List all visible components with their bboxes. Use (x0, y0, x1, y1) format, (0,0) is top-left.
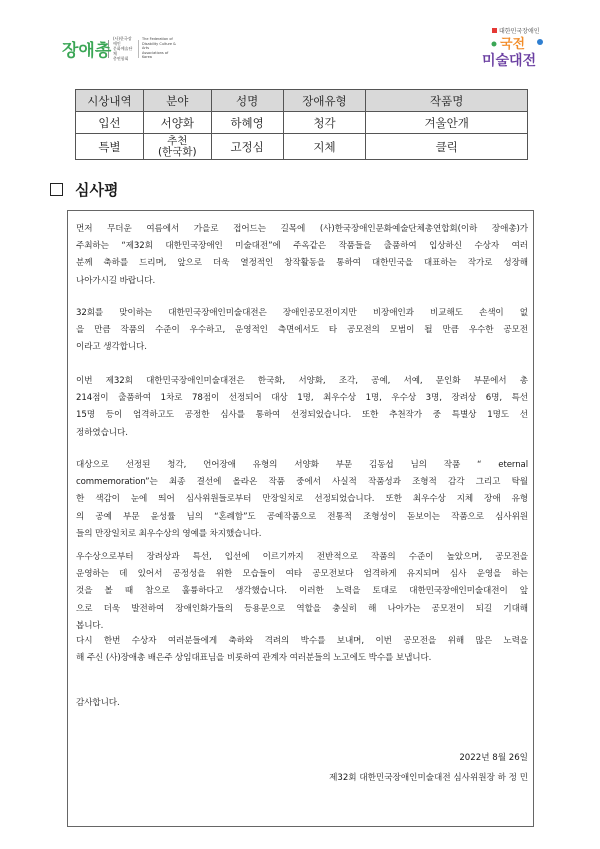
review-paragraph (76, 549, 528, 635)
header-genre: 분야 (143, 90, 211, 112)
cell-name: 고정심 (211, 134, 283, 160)
header-disability: 장애유형 (283, 90, 366, 112)
paragraph-line: 것을 볼 때 참으로 훌륭하다고 생각했습니다. 이러한 노력을 토대로 대한민국장애인미술대전이 앞 (76, 586, 528, 597)
checkbox-square-icon (50, 183, 63, 196)
federation-logo (62, 36, 182, 61)
paragraph-line: 을 만큼 작품의 수준이 우수하고, 운영적인 측면에서도 타 공모전의 모범이 될 만큼 우수한 공모전 (76, 325, 528, 336)
paragraph-line: 다시 한번 수상자 여러분들에게 축하와 격려의 박수를 보내며, 이번 공모전을 위해 많은 노력을 (76, 636, 528, 646)
paragraph-line: 나아가시길 바랍니다. (76, 275, 156, 286)
dot-decoration (537, 39, 543, 45)
review-signature: 제32회 대한민국장애인미술대전 심사위원장 하 정 민 (329, 773, 528, 783)
table-row (76, 134, 528, 160)
paragraph-line: 주최하는 “제32회 대한민국장애인 미술대전”에 주옥같은 작품들을 출품하여 입상하신 수상자 여러 (76, 241, 528, 252)
review-box (67, 210, 534, 827)
table-row (76, 112, 528, 134)
header-name: 성명 (211, 90, 283, 112)
paragraph-line: 으로 더욱 발전하여 장애인화가들의 등용문으로 역할을 충실히 해 나아가는 공모전이 되길 기대해 (76, 603, 528, 614)
exhibition-subtitle-text: 대한민국장애인 (499, 28, 540, 35)
paragraph-line: 운영하는 데 있어서 공정성을 위한 모습들이 여타 공모전보다 엄격하게 유지되며 심사 운영을 하는 (76, 569, 528, 580)
awards-table (75, 89, 528, 160)
paragraph-line: 이번 제32회 대한민국장애인미술대전은 한국화, 서양화, 조각, 공예, 서예, 문인화 부문에서 총 (76, 376, 528, 386)
paragraph-line: 들의 만장일치로 최우수상의 영예를 차지했습니다. (76, 528, 262, 539)
header-award: 시상내역 (76, 90, 144, 112)
federation-name-en (142, 37, 182, 60)
table-header-row (76, 90, 528, 112)
federation-logo-mark (62, 38, 112, 61)
federation-name-ko-line: (사)한국장애인 (113, 36, 132, 46)
paragraph-line: 정하였습니다. (76, 427, 128, 438)
federation-name-ko-line: 문화예술단체 (113, 46, 133, 56)
paragraph-line: 대상으로 선정된 청각, 언어장애 유형의 서양화 부문 김동섭 님의 작품 “ eternal (76, 460, 528, 470)
federation-name-en-line: Associations of (142, 50, 169, 55)
logo-divider (138, 40, 139, 58)
paragraph-line: 의 공예 부문 윤성률 님의 “혼례함”도 공예작품으로 전통적 조형성이 돋보이는 작품으로 심사위원 (76, 511, 528, 522)
review-paragraph (76, 221, 528, 290)
paragraph-line: 먼저 무더운 여름에서 가을로 접어드는 길목에 (사)한국장애인문화예술단체총연합회(이하 장애총)가 (76, 224, 528, 234)
paragraph-line: 분께 축하를 드리며, 앞으로 더욱 열정적인 창작활동을 통하여 대한민국을 대표하는 작가로 성장해 (76, 258, 528, 269)
paragraph-line: 15명 등이 엄격하고도 공정한 심사를 통하여 선정되었습니다. 또한 추천작가 중 특별상 1명도 선 (76, 410, 528, 421)
section-heading-text: 심사평 (75, 181, 119, 199)
exhibition-wordmark-top: 국전 (500, 37, 526, 52)
paragraph-line: 32회를 맞이하는 대한민국장애인미술대전은 장애인공모전이지만 비장애인과 비교해도 손색이 없 (76, 308, 528, 318)
exhibition-wordmark-bottom: 미술대전 (482, 53, 537, 69)
page-header (0, 0, 600, 80)
federation-name-en-line: Disability Culture & Arts (142, 41, 176, 51)
cell-genre-main: 추천 (167, 134, 188, 147)
dot-decoration (492, 42, 497, 47)
review-paragraph (76, 305, 528, 357)
art-exhibition-logo (480, 26, 550, 70)
review-paragraph (76, 633, 528, 667)
review-paragraph (76, 695, 528, 712)
header-title: 작품명 (366, 90, 528, 112)
section-heading (50, 179, 118, 200)
paragraph-line: 214점이 출품하여 1차로 78점이 선정되어 대상 1명, 최우수상 1명, 우수상 3명, 장려상 6명, 특선 (76, 393, 528, 404)
federation-name-ko-line: 총연합회 (113, 56, 129, 61)
paragraph-line: 감사합니다. (76, 698, 120, 708)
cell-disability: 청각 (283, 112, 366, 134)
cell-genre (143, 134, 211, 160)
cell-genre-sub: (한국화) (157, 145, 197, 158)
cell-title: 겨울안개 (366, 112, 528, 134)
exhibition-wordmark (480, 34, 550, 70)
review-date: 2022년 8월 26일 (459, 753, 528, 763)
federation-name-en-line: The Federation of (142, 37, 173, 42)
cell-award: 특별 (76, 134, 144, 160)
red-square-icon (492, 28, 497, 33)
cell-award: 입선 (76, 112, 144, 134)
paragraph-line: 봅니다. (76, 620, 104, 631)
paragraph-line: 우수상으로부터 장려상과 특선, 입선에 이르기까지 전반적으로 작품의 수준이 높았으며, 공모전을 (76, 552, 528, 562)
wordmark-char-1: 장애총 (62, 40, 112, 61)
paragraph-line: commemoration”는 최종 결선에 올라온 작품 중에서 사실적 작품성과 조형적 감각 그리고 탁월 (76, 477, 528, 488)
cell-genre: 서양화 (143, 112, 211, 134)
paragraph-line: 한 색감이 눈에 띄어 심사위원들로부터 만장일치로 선정되었습니다. 또한 최우수상 지체 장애 유형 (76, 494, 528, 505)
cell-title: 클릭 (366, 134, 528, 160)
cell-name: 하혜영 (211, 112, 283, 134)
cell-disability: 지체 (283, 134, 366, 160)
review-paragraph (76, 373, 528, 442)
federation-name-ko (113, 36, 135, 61)
paragraph-line: 이라고 생각합니다. (76, 342, 147, 353)
federation-name-en-line: Korea (142, 55, 152, 60)
paragraph-line: 해 주신 (사)장애총 배은주 상임대표님을 비롯하여 관계자 여러분들의 노고에도 박수를 보냅니다. (76, 653, 432, 664)
review-paragraph (76, 457, 528, 543)
